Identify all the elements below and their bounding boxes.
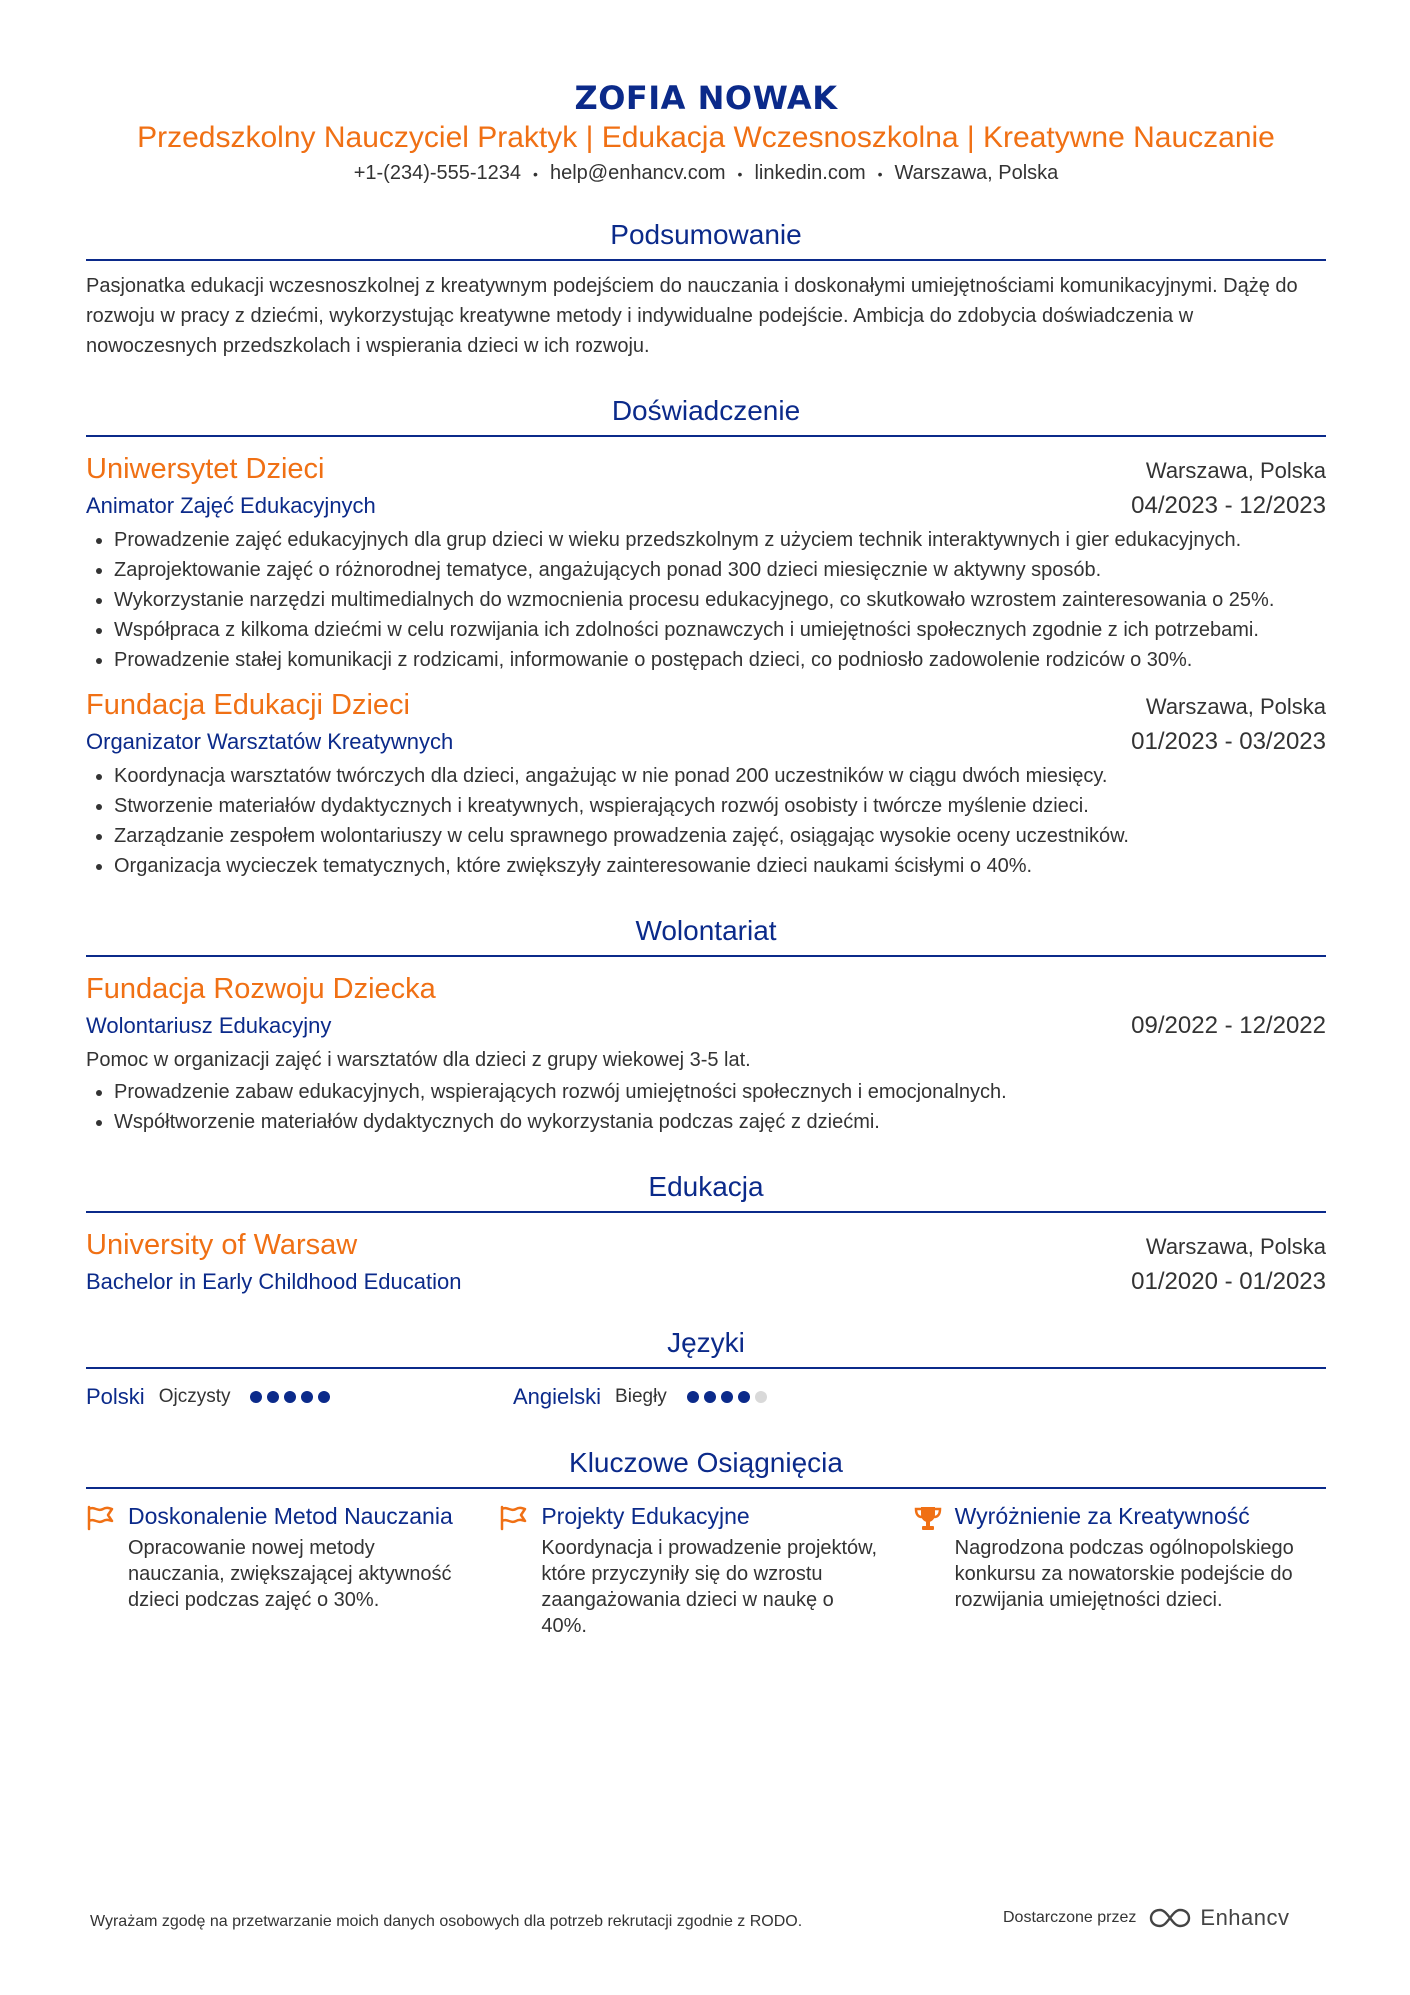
education-dates: 01/2020 - 01/2023 [1131, 1267, 1326, 1295]
trophy-icon [913, 1501, 955, 1639]
job-title: Animator Zajęć Edukacyjnych [86, 492, 376, 518]
section-title-volunteering: Wolontariat [86, 911, 1326, 957]
list-item: Prowadzenie zabaw edukacyjnych, wspierających rozwój umiejętności społecznych i emocjonalnych. [86, 1077, 1326, 1107]
contact-line [86, 158, 1326, 189]
degree: Bachelor in Early Childhood Education [86, 1268, 462, 1294]
job-title: Organizator Warsztatów Kreatywnych [86, 728, 454, 754]
rating-dot-filled [318, 1391, 330, 1403]
section-title-education: Edukacja [86, 1167, 1326, 1213]
list-item: Zaprojektowanie zajęć o różnorodnej tematyce, angażujących ponad 300 dzieci miesięcznie w aktywny sposób. [86, 555, 1326, 585]
rating-dot-filled [267, 1391, 279, 1403]
achievement-description: Nagrodzona podczas ogólnopolskiego konkursu za nowatorskie podejście do rozwijania umiejętności dzieci. [954, 1536, 1294, 1611]
brand-name: Enhancv [1200, 1905, 1290, 1930]
powered-by-label: Dostarczone przez [1003, 1909, 1137, 1926]
volunteer-dates: 09/2022 - 12/2022 [1131, 1011, 1326, 1039]
powered-by [1003, 1905, 1290, 1931]
brand-logo[interactable] [1148, 1905, 1289, 1931]
language-name: Angielski [513, 1383, 602, 1409]
volunteer-description: Pomoc w organizacji zajęć i warsztatów dla dzieci z grupy wiekowej 3-5 lat. [86, 1048, 751, 1071]
job-dates: 04/2023 - 12/2023 [1131, 491, 1326, 519]
achievement-description: Koordynacja i prowadzenie projektów, które przyczyniły się do wzrostu zaangażowania dzieci w naukę o 40%. [541, 1536, 878, 1637]
organization-name: Fundacja Rozwoju Dziecka [86, 972, 436, 1005]
company-location: Warszawa, Polska [1145, 457, 1326, 483]
achievement-description: Opracowanie nowej metody nauczania, zwiększającej aktywność dzieci podczas zajęć o 30%. [128, 1536, 452, 1611]
achievement-card [913, 1501, 1326, 1639]
language-level: Biegły [615, 1385, 667, 1407]
achievement-card [86, 1501, 499, 1639]
list-item: Prowadzenie zajęć edukacyjnych dla grup dzieci w wieku przedszkolnym z użyciem technik interaktywnych i gier edukacyjnych. [86, 525, 1326, 555]
rating-dot-filled [301, 1391, 313, 1403]
separator: • [737, 165, 743, 182]
resume-content [86, 78, 1326, 1639]
summary-text: Pasjonatka edukacji wczesnoszkolnej z kreatywnym podejściem do nauczania i doskonałymi umiejętnościami komunikacyjnymi. Dążę do rozwoju w pracy z dziećmi, wykorzystując kreatywne metody i indywidualne podejście. Ambicja do zdobycia doświadczenia w nowoczesnych przedszkolach i wspierania dzieci w ich rozwoju. [86, 274, 1298, 357]
gdpr-consent: Wyrażam zgodę na przetwarzanie moich danych osobowych dla potrzeb rekrutacji zgodnie z RODO. [90, 1913, 803, 1930]
list-item: Prowadzenie stałej komunikacji z rodzicami, informowanie o postępach dzieci, co podniosło zadowolenie rodziców o 30%. [86, 645, 1326, 675]
volunteering-entry [86, 969, 1326, 1137]
enhancv-logo-icon [1148, 1906, 1192, 1930]
list-item: Zarządzanie zespołem wolontariuszy w celu sprawnego prowadzenia zajęć, osiągając wysokie oceny uczestników. [86, 821, 1326, 851]
achievement-list [86, 525, 1326, 675]
rating-dot-filled [284, 1391, 296, 1403]
separator: • [533, 165, 538, 182]
achievement-card [499, 1501, 912, 1639]
section-title-experience: Doświadczenie [86, 391, 1326, 437]
flag-icon [86, 1501, 128, 1639]
location: Warszawa, Polska [894, 162, 1059, 184]
language-level: Ojczysty [158, 1385, 231, 1407]
language-rating [250, 1391, 335, 1403]
rating-dot-filled [738, 1391, 750, 1403]
school-location: Warszawa, Polska [1145, 1233, 1326, 1259]
rating-dot-empty [755, 1391, 767, 1403]
volunteer-list [86, 1077, 1326, 1137]
candidate-name: ZOFIA NOWAK [574, 79, 838, 117]
volunteer-role: Wolontariusz Edukacyjny [86, 1012, 332, 1038]
rating-dot-filled [250, 1391, 262, 1403]
list-item: Współtworzenie materiałów dydaktycznych do wykorzystania podczas zajęć z dziećmi. [86, 1107, 1326, 1137]
email[interactable]: help@enhancv.com [549, 162, 726, 184]
section-title-languages: Języki [86, 1323, 1326, 1369]
job-dates: 01/2023 - 03/2023 [1131, 727, 1326, 755]
list-item: Koordynacja warsztatów twórczych dla dzieci, angażując w nie ponad 200 uczestników w ciągu dwóch miesięcy. [86, 761, 1326, 791]
company-location: Warszawa, Polska [1145, 693, 1326, 719]
language-item [513, 1381, 940, 1413]
experience-entry [86, 449, 1326, 675]
achievement-title: Doskonalenie Metod Nauczania [128, 1502, 453, 1529]
education-entry [86, 1225, 1326, 1299]
rating-dot-filled [721, 1391, 733, 1403]
achievement-title: Wyróżnienie za Kreatywność [954, 1502, 1250, 1529]
flag-icon [499, 1501, 541, 1639]
linkedin[interactable]: linkedin.com [754, 162, 866, 184]
section-title-achievements: Kluczowe Osiągnięcia [86, 1443, 1326, 1489]
list-item: Współpraca z kilkoma dziećmi w celu rozwijania ich zdolności poznawczych i umiejętności społecznych zgodnie z ich potrzebami. [86, 615, 1326, 645]
list-item: Stworzenie materiałów dydaktycznych i kreatywnych, wspierających rozwój osobisty i twórcze myślenie dzieci. [86, 791, 1326, 821]
candidate-headline: Przedszkolny Nauczyciel Praktyk | Edukacja Wczesnoszkolna | Kreatywne Nauczanie [137, 121, 1275, 154]
list-item: Wykorzystanie narzędzi multimedialnych do wzmocnienia procesu edukacyjnego, co skutkowało wzrostem zainteresowania o 25%. [86, 585, 1326, 615]
experience-entry [86, 685, 1326, 881]
company-name: Fundacja Edukacji Dzieci [86, 688, 410, 721]
section-title-summary: Podsumowanie [86, 215, 1326, 261]
rating-dot-filled [704, 1391, 716, 1403]
language-list [86, 1381, 1326, 1413]
phone: +1-(234)-555-1234 [353, 162, 522, 184]
rating-dot-filled [687, 1391, 699, 1403]
language-item [86, 1381, 513, 1413]
company-name: Uniwersytet Dzieci [86, 452, 325, 485]
achievement-grid [86, 1501, 1326, 1639]
achievement-title: Projekty Edukacyjne [541, 1502, 750, 1529]
language-name: Polski [86, 1383, 145, 1409]
list-item: Organizacja wycieczek tematycznych, które zwiększyły zainteresowanie dzieci naukami ścisłymi o 40%. [86, 851, 1326, 881]
achievement-list [86, 761, 1326, 881]
separator: • [877, 165, 883, 182]
school-name: University of Warsaw [86, 1228, 358, 1261]
language-rating [687, 1391, 772, 1403]
